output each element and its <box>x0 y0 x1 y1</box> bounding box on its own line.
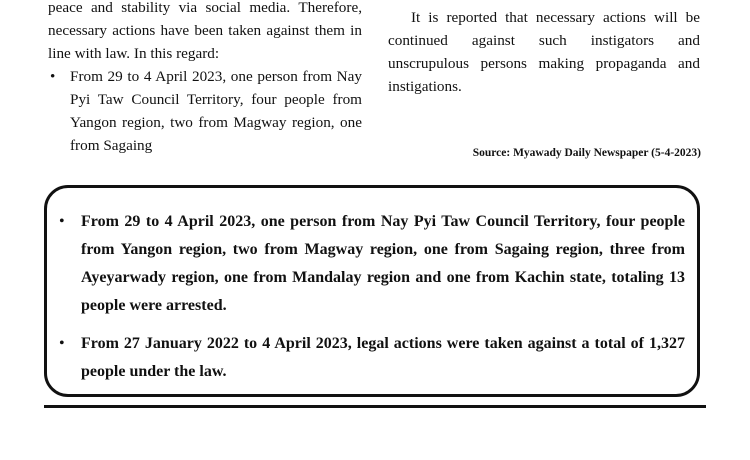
source-credit: Source: Myawady Daily Newspaper (5-4-2023) <box>472 147 701 159</box>
left-column <box>48 0 362 157</box>
highlight-box <box>44 185 700 397</box>
left-intro-paragraph: peace and stability via social media. Therefore, necessary actions have been taken against them in line with law. In this regard: <box>48 0 362 62</box>
highlight-item-legal-actions: • From 27 January 2022 to 4 April 2023, legal actions were taken against a total of 1,327 people under the law. <box>57 330 685 386</box>
highlight-list <box>57 208 685 396</box>
left-bullet-list <box>48 65 362 157</box>
right-column <box>388 6 700 98</box>
right-paragraph: It is reported that necessary actions will be continued against such instigators and unscrupulous persons making propaganda and instigations. <box>388 9 700 95</box>
highlight-item-arrests: • From 29 to 4 April 2023, one person from Nay Pyi Taw Council Territory, four people from Yangon region, two from Magway region, one from Sagaing region, three from Ayeyarwady region, one from Mandalay region and one from Kachin state, totaling 13 people were arrested. <box>57 208 685 320</box>
horizontal-divider <box>44 405 706 408</box>
left-bullet-item: • From 29 to 4 April 2023, one person from Nay Pyi Taw Council Territory, four people from Yangon region, two from Magway region, one from Sagaing <box>48 65 362 157</box>
